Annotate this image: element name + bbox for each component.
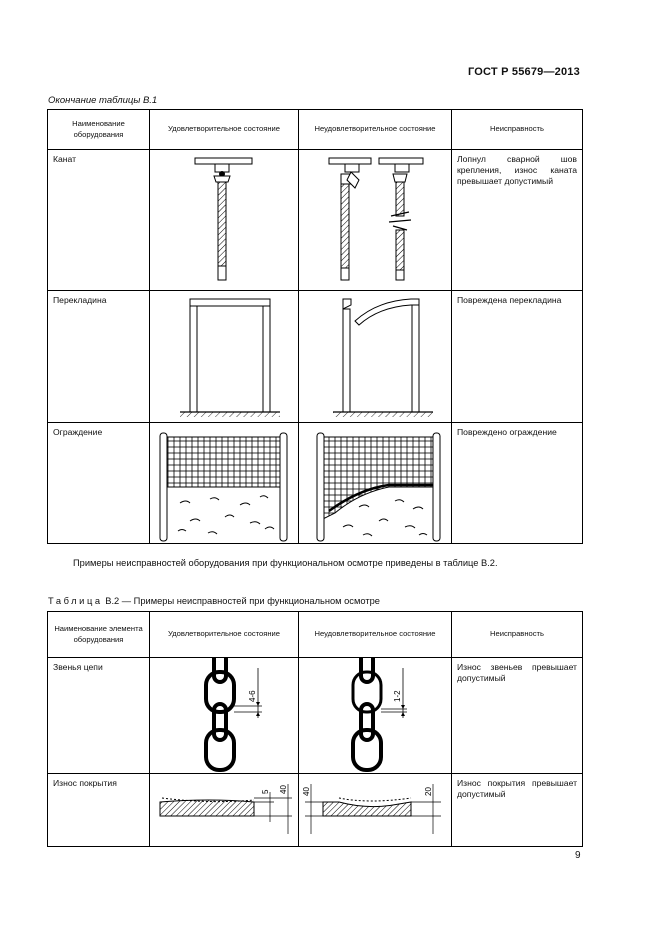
table-caption-text: В.2 — Примеры неисправностей при функциональном осмотре	[105, 596, 380, 606]
col-header-fault: Неисправность	[452, 612, 583, 658]
table-b1	[47, 109, 583, 544]
coating-ok-figure	[150, 774, 299, 847]
crossbar-bad-figure	[299, 291, 452, 423]
table-row	[48, 774, 583, 847]
rope-ok-figure	[150, 150, 299, 291]
coating-bad-figure	[299, 774, 452, 847]
col-header-name: Наименование элемента оборудования	[48, 612, 150, 658]
row-fault: Износ звеньев превышает допустимый	[452, 658, 583, 774]
col-header-fault: Неисправность	[452, 110, 583, 150]
row-fault: Лопнул сварной шов крепления, износ каната превышает допустимый	[452, 150, 583, 291]
table-row	[48, 658, 583, 774]
row-name: Износ покрытия	[48, 774, 150, 847]
coating-bad-dimension-right: 20	[424, 787, 433, 796]
col-header-name: Наименование оборудования	[48, 110, 150, 150]
col-header-ok: Удовлетворительное состояние	[150, 612, 299, 658]
row-fault: Повреждена перекладина	[452, 291, 583, 423]
table-continuation-label: Окончание таблицы В.1	[48, 95, 158, 106]
rope-bad-figure	[299, 150, 452, 291]
col-header-bad: Неудовлетворительное состояние	[299, 110, 452, 150]
crossbar-ok-figure	[150, 291, 299, 423]
row-fault: Повреждено ограждение	[452, 423, 583, 544]
col-header-ok: Удовлетворительное состояние	[150, 110, 299, 150]
chain-ok-dimension: 4-6	[248, 690, 257, 702]
row-name: Канат	[48, 150, 150, 291]
table-row	[48, 291, 583, 423]
coating-ok-dimension-5: 5	[261, 789, 270, 794]
table-b2	[47, 611, 583, 847]
chain-bad-dimension: 1-2	[393, 690, 402, 702]
coating-bad-dimension-left: 40	[302, 787, 311, 796]
row-name: Перекладина	[48, 291, 150, 423]
table-row	[48, 150, 583, 291]
fence-ok-figure	[150, 423, 299, 544]
col-header-bad: Неудовлетворительное состояние	[299, 612, 452, 658]
fence-bad-figure	[299, 423, 452, 544]
row-name: Ограждение	[48, 423, 150, 544]
row-name: Звенья цепи	[48, 658, 150, 774]
chain-ok-figure	[150, 658, 299, 774]
page-number: 9	[575, 850, 581, 861]
row-fault: Износ покрытия превышает допустимый	[452, 774, 583, 847]
table-caption	[48, 596, 380, 606]
standard-number: ГОСТ Р 55679—2013	[468, 66, 580, 78]
table-row	[48, 423, 583, 544]
table-caption-word: Таблица	[48, 596, 103, 606]
coating-ok-dimension-40: 40	[279, 785, 288, 794]
chain-bad-figure	[299, 658, 452, 774]
body-paragraph: Примеры неисправностей оборудования при функциональном осмотре приведены в таблице В.2.	[73, 558, 498, 568]
